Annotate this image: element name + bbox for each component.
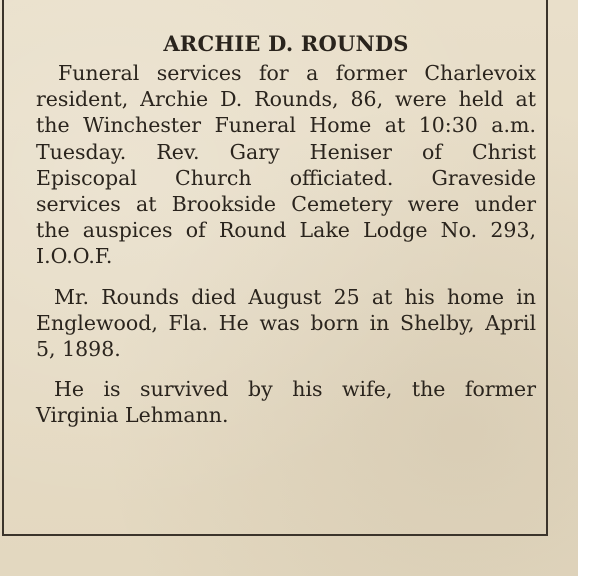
paragraph-line: Englewood, Fla. He was born in Shelby, April (36, 310, 536, 335)
paragraph-death-details (36, 284, 536, 363)
paragraph-line: 5, 1898. (36, 337, 121, 362)
paragraph-line: I.O.O.F. (36, 244, 113, 269)
paragraph-line: the Winchester Funeral Home at 10:30 a.m. (36, 113, 536, 138)
paragraph-line: Mr. Rounds died August 25 at his home in (54, 284, 536, 309)
obituary-article (36, 30, 536, 429)
paragraph-line: Virginia Lehmann. (36, 403, 229, 428)
paragraph-survivors (36, 376, 536, 428)
paragraph-line: services at Brookside Cemetery were under (36, 192, 536, 217)
paragraph-line: Funeral services for a former Charlevoix (58, 61, 536, 85)
paragraph-line: Tuesday. Rev. Gary Heniser of Christ (36, 139, 536, 164)
paragraph-line: Episcopal Church officiated. Graveside (36, 165, 536, 190)
paragraph-line: He is survived by his wife, the former (54, 377, 536, 402)
article-headline: ARCHIE D. ROUNDS (163, 31, 409, 56)
paragraph-line: resident, Archie D. Rounds, 86, were held at (36, 87, 536, 112)
paragraph-line: the auspices of Round Lake Lodge No. 293, (36, 218, 536, 243)
paragraph-funeral-services (36, 60, 536, 270)
